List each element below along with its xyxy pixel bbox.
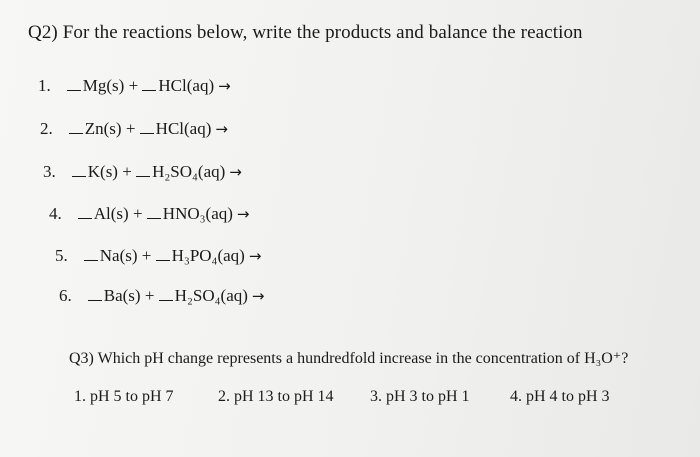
question-3-title: Q3) Which pH change represents a hundredfold increase in the concentration of H₃O⁺? xyxy=(69,350,629,367)
answer-blank xyxy=(136,175,150,177)
answer-blank xyxy=(67,89,81,91)
answer-blank xyxy=(84,259,98,261)
item-number: 6. xyxy=(59,286,72,305)
reactant-1: Mg(s) xyxy=(82,76,125,95)
item-number: 5. xyxy=(55,246,68,265)
reaction-arrow-icon: → xyxy=(236,205,250,223)
q3-option-2: 2. pH 13 to pH 14 xyxy=(218,388,334,405)
reaction-item-2 xyxy=(40,119,228,139)
reaction-item-3 xyxy=(43,162,242,182)
plus-sign: + xyxy=(128,76,139,95)
reactant-1: Na(s) xyxy=(99,246,138,265)
reactant-2: H₃PO₄(aq) xyxy=(171,246,245,265)
plus-sign: + xyxy=(141,246,152,265)
reactant-2: HCl(aq) xyxy=(155,119,212,138)
reaction-arrow-icon: → xyxy=(248,247,262,265)
reaction-item-1 xyxy=(38,76,231,96)
reaction-item-5 xyxy=(55,246,261,266)
reaction-arrow-icon: → xyxy=(229,163,242,181)
answer-blank xyxy=(156,259,170,261)
answer-blank xyxy=(147,217,161,219)
plus-sign: + xyxy=(122,162,132,181)
answer-blank xyxy=(140,132,154,134)
reactant-1: Ba(s) xyxy=(103,286,141,305)
answer-blank xyxy=(78,217,92,219)
item-number: 4. xyxy=(49,204,62,223)
answer-blank xyxy=(69,132,83,134)
reactant-2: H₂SO₄(aq) xyxy=(174,286,248,305)
reaction-item-6 xyxy=(59,286,264,306)
reaction-arrow-icon: → xyxy=(215,120,228,138)
question-2-title: Q2) For the reactions below, write the products and balance the reaction xyxy=(28,22,583,43)
item-number: 1. xyxy=(38,76,51,95)
reactant-2: HCl(aq) xyxy=(158,76,215,95)
q3-option-4: 4. pH 4 to pH 3 xyxy=(510,388,610,405)
reaction-arrow-icon: → xyxy=(218,77,231,95)
item-number: 2. xyxy=(40,119,53,138)
q3-option-3: 3. pH 3 to pH 1 xyxy=(370,388,470,405)
plus-sign: + xyxy=(125,119,136,138)
reactant-2: HNO₃(aq) xyxy=(162,204,233,223)
answer-blank xyxy=(142,89,156,91)
item-number: 3. xyxy=(43,162,56,181)
plus-sign: + xyxy=(144,286,155,305)
reactant-1: Al(s) xyxy=(93,204,129,223)
reaction-item-4 xyxy=(49,204,250,224)
answer-blank xyxy=(159,299,173,301)
reaction-arrow-icon: → xyxy=(251,287,265,305)
reactant-1: Zn(s) xyxy=(84,119,122,138)
q3-option-1: 1. pH 5 to pH 7 xyxy=(74,388,174,405)
reactant-1: K(s) xyxy=(87,162,118,181)
answer-blank xyxy=(72,175,86,177)
plus-sign: + xyxy=(132,204,143,223)
answer-blank xyxy=(88,299,102,301)
reactant-2: H₂SO₄(aq) xyxy=(152,162,226,181)
